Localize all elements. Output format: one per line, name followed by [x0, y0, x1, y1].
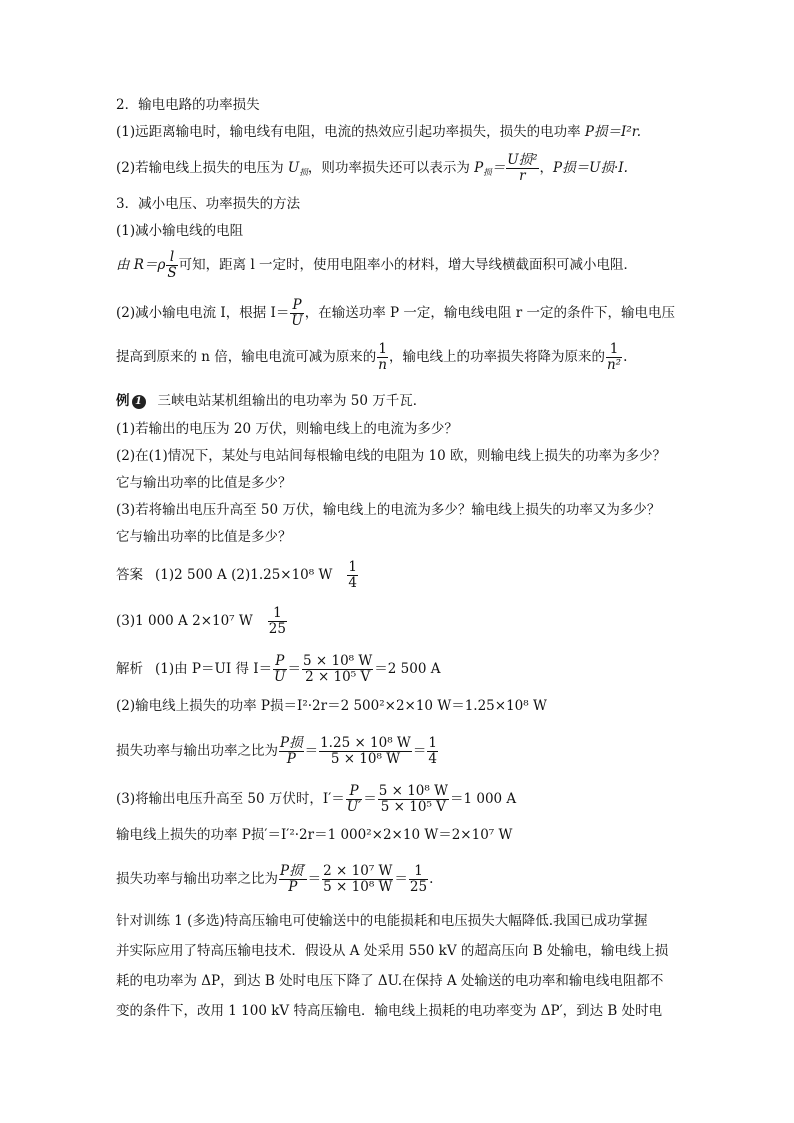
example-question-2: (2)在(1)情况下，某处与电站间每根输电线的电阻为 10 欧，则输电线上损失的功率为多少？ [116, 448, 667, 464]
training-line-2: 并实际应用了特高压输电技术．假设从 A 处采用 550 kV 的超高压向 B 处输电，输电线上损 [116, 943, 669, 959]
fraction: $\frac{\text{5 × 10⁸ W}}{\text{2 × 10⁵ V}}$ [303, 653, 373, 685]
example-question-1: (1)若输出的电压为 20 万伏，则输电线上的电流为多少？ [116, 421, 458, 437]
answer-line-1: 答案 (1)2 500 A (2)1.25×10⁸ W $\frac{1}{4}$ [116, 559, 357, 591]
answer-label: 答案 [116, 567, 143, 583]
fraction: $\frac{P}{U}$ [291, 297, 303, 329]
fraction: $\frac{\text{U损²}}{r}$ [507, 152, 538, 184]
training-line-1: 针对训练 1 (多选)特高压输电可使输送中的电能损耗和电压损失大幅降低.我国已成功掌握 [116, 913, 648, 929]
analysis-line-4: (3)将输出电压升高至 50 万伏时，I′＝ $\frac{P}{U'}$ ＝ $\frac{\text{5 × 10⁸ W}}{\text{5 × 10⁵ V}}$ ＝1 000 A [116, 783, 517, 815]
fraction: $\frac{\text{P损′}}{P}$ [280, 863, 306, 895]
analysis-line-6: 损失功率与输出功率之比为 $\frac{\text{P损′}}{P}$ ＝ $\frac{\text{2 × 10⁷ W}}{\text{5 × 10⁸ W}}$ ＝ $\frac{1}{25}$ . [116, 863, 434, 895]
fraction: $\frac{l}{S}$ [167, 249, 177, 281]
analysis-line-3: 损失功率与输出功率之比为 $\frac{\text{P损}}{P}$ ＝ $\frac{\text{1.25 × 10⁸ W}}{\text{5 × 10⁸ W}}$ ＝ $\frac{1}{4}$ [116, 735, 437, 767]
section-3-point-1: (1)减小输电线的电阻 [116, 223, 244, 239]
section-2-heading: 2．输电电路的功率损失 [116, 97, 260, 113]
example-question-3-cont: 它与输出功率的比值是多少？ [116, 529, 292, 545]
example-label: 例 [116, 393, 130, 409]
section-3-point-1-body: 由 R＝ρ $\frac{l}{S}$ 可知，距离 l 一定时，使用电阻率小的材料，增大导线横截面积可减小电阻． [116, 249, 638, 281]
analysis-line-5: 输电线上损失的功率 P损′＝I′²·2r＝1 000²×2×10 W＝2×10⁷ W [116, 827, 513, 843]
fraction: $\frac{\text{2 × 10⁷ W}}{\text{5 × 10⁸ W}}$ [323, 863, 393, 895]
fraction: $\frac{1}{n}$ [378, 341, 387, 373]
fraction: $\frac{\text{P损}}{P}$ [280, 735, 303, 767]
training-line-3: 耗的电功率为 ΔP，到达 B 处时电压下降了 ΔU.在保持 A 处输送的电功率和输电线电阻都不 [116, 973, 664, 989]
section-2-point-1: (1)远距离输电时，输电线有电阻，电流的热效应引起功率损失，损失的电功率 P损＝I²r. [116, 124, 642, 140]
example-number-badge: 1 [132, 395, 146, 409]
answer-line-2: (3)1 000 A 2×10⁷ W $\frac{1}{25}$ [116, 605, 286, 637]
fraction: $\frac{1}{4}$ [428, 735, 437, 767]
example-question-2-cont: 它与输出功率的比值是多少？ [116, 475, 292, 491]
section-3-point-2: (2)减小输电电流 I，根据 I＝ $\frac{P}{U}$ ，在输送功率 P 一定，输电线电阻 r 一定的条件下，输电电压 [116, 297, 675, 329]
analysis-line-1: 解析 (1)由 P＝UI 得 I＝ $\frac{P}{U}$ ＝ $\frac{\text{5 × 10⁸ W}}{\text{2 × 10⁵ V}}$ ＝2 500 A [116, 653, 441, 685]
fraction: $\frac{\text{1.25 × 10⁸ W}}{\text{5 × 10⁸ W}}$ [320, 735, 411, 767]
training-line-4: 变的条件下，改用 1 100 kV 特高压输电．输电线上损耗的电功率变为 ΔP′，到达 B 处时电 [116, 1003, 663, 1019]
analysis-label: 解析 [116, 661, 143, 677]
example-question-3: (3)若将输出电压升高至 50 万伏，输电线上的电流为多少？输电线上损失的功率又为多少？ [116, 502, 661, 518]
section-3-point-2-cont: 提高到原来的 n 倍，输电电流可减为原来的 $\frac{1}{n}$ ，输电线上的功率损失将降为原来的 $\frac{1}{\text{n²}}$ . [116, 341, 628, 373]
example-intro: 例 1 三峡电站某机组输出的电功率为 50 万千瓦． [116, 393, 427, 409]
fraction: $\frac{P}{U}$ [274, 653, 286, 685]
fraction: $\frac{1}{4}$ [348, 559, 357, 591]
section-2-point-2: (2)若输电线上损失的电压为 $U_损$，则功率损失还可以表示为 $P_损=$ $\frac{\text{U损²}}{r}$ ，P损＝U损·I. [116, 152, 628, 184]
fraction: $\frac{1}{\text{n²}}$ [606, 341, 622, 373]
fraction: $\frac{1}{25}$ [409, 863, 428, 895]
section-3-heading: 3．减小电压、功率损失的方法 [116, 196, 301, 212]
analysis-line-2: (2)输电线上损失的功率 P损＝I²·2r＝2 500²×2×10 W＝1.25×10⁸ W [116, 698, 547, 714]
fraction: $\frac{P}{U'}$ [346, 783, 362, 815]
fraction: $\frac{1}{25}$ [268, 605, 286, 637]
fraction: $\frac{\text{5 × 10⁸ W}}{\text{5 × 10⁵ V}}$ [378, 783, 448, 815]
